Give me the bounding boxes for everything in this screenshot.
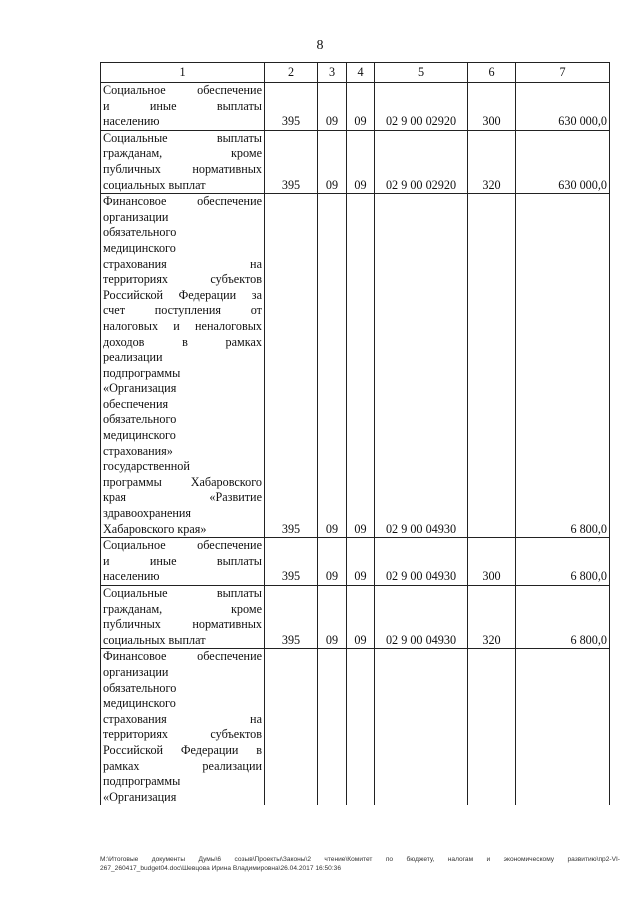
ministry-code-cell: 395 <box>265 586 318 649</box>
row-name-line: страхования на <box>103 256 262 271</box>
row-name-line: медицинского <box>103 696 176 711</box>
header-col-6: 6 <box>468 63 516 83</box>
target-article-cell: 02 9 00 02920 <box>375 130 468 193</box>
row-name-line: Хабаровского края» <box>103 521 207 536</box>
row-name-line: медицинского <box>103 428 176 443</box>
row-name-line: Социальные выплаты <box>103 130 262 145</box>
subsection-code-cell: 09 <box>347 130 375 193</box>
target-article-cell: 02 9 00 04930 <box>375 538 468 586</box>
section-code-cell: 09 <box>318 130 347 193</box>
ministry-code-cell: 395 <box>265 194 318 538</box>
table-row <box>101 586 610 649</box>
row-name-line: публичных нормативных <box>103 617 262 632</box>
expense-type-cell: 300 <box>468 83 516 131</box>
row-name-cell <box>101 194 265 538</box>
row-name-line: программы Хабаровского <box>103 474 262 489</box>
subsection-code-cell: 09 <box>347 586 375 649</box>
row-name-line: обязательного <box>103 680 177 695</box>
row-name-line: населению <box>103 569 160 584</box>
row-name-line: медицинского <box>103 240 176 255</box>
row-name-line: Финансовое обеспечение <box>103 649 262 664</box>
row-name-line: социальных выплат <box>103 632 206 647</box>
header-col-4: 4 <box>347 63 375 83</box>
expense-type-cell <box>468 194 516 538</box>
row-name-line: территориях субъектов <box>103 272 262 287</box>
header-col-1: 1 <box>101 63 265 83</box>
row-name-line: Социальное обеспечение <box>103 538 262 553</box>
amount-cell: 630 000,0 <box>516 83 610 131</box>
row-name-line: социальных выплат <box>103 177 206 192</box>
section-code-cell: 09 <box>318 194 347 538</box>
table-row <box>101 538 610 586</box>
expense-type-cell: 300 <box>468 538 516 586</box>
table-row <box>101 130 610 193</box>
page-number: 8 <box>316 38 324 53</box>
row-name-line: налоговых и неналоговых <box>103 318 262 333</box>
section-code-cell <box>318 649 347 805</box>
target-article-cell: 02 9 00 04930 <box>375 586 468 649</box>
header-col-7: 7 <box>516 63 610 83</box>
row-name-cell <box>101 130 265 193</box>
target-article-cell: 02 9 00 02920 <box>375 83 468 131</box>
row-name-line: организации <box>103 664 169 679</box>
subsection-code-cell: 09 <box>347 83 375 131</box>
row-name-line: Социальные выплаты <box>103 586 262 600</box>
table-header <box>101 63 610 83</box>
section-code-cell: 09 <box>318 586 347 649</box>
target-article-cell <box>375 649 468 805</box>
section-code-cell: 09 <box>318 538 347 586</box>
row-name-line: публичных нормативных <box>103 161 262 176</box>
row-name-cell <box>101 538 265 586</box>
subsection-code-cell: 09 <box>347 538 375 586</box>
expense-type-cell: 320 <box>468 586 516 649</box>
header-col-2: 2 <box>265 63 318 83</box>
row-name-line: населению <box>103 114 160 129</box>
section-code-cell: 09 <box>318 83 347 131</box>
row-name-cell <box>101 649 265 805</box>
table-row <box>101 194 610 538</box>
ministry-code-cell <box>265 649 318 805</box>
row-name-line: «Организация <box>103 789 177 804</box>
row-name-line: страхования на <box>103 711 262 726</box>
amount-cell: 6 800,0 <box>516 538 610 586</box>
row-name-line: гражданам, кроме <box>103 601 262 616</box>
row-name-line: подпрограммы <box>103 365 181 380</box>
amount-cell <box>516 649 610 805</box>
expense-type-cell <box>468 649 516 805</box>
table-row <box>101 83 610 131</box>
row-name-line: и иные выплаты <box>103 553 262 568</box>
amount-cell: 630 000,0 <box>516 130 610 193</box>
table-row <box>101 649 610 805</box>
row-name-line: «Организация <box>103 381 177 396</box>
row-name-line: государственной <box>103 459 190 474</box>
expense-type-cell: 320 <box>468 130 516 193</box>
row-name-line: подпрограммы <box>103 774 181 789</box>
row-name-line: страхования» <box>103 443 173 458</box>
subsection-code-cell: 09 <box>347 194 375 538</box>
amount-cell: 6 800,0 <box>516 194 610 538</box>
ministry-code-cell: 395 <box>265 538 318 586</box>
row-name-line: обеспечения <box>103 396 169 411</box>
row-name-line: Финансовое обеспечение <box>103 194 262 209</box>
row-name-line: Российской Федерации в <box>103 742 262 757</box>
row-name-line: и иные выплаты <box>103 98 262 113</box>
row-name-line: гражданам, кроме <box>103 146 262 161</box>
footer-path-line-1: M:\Итоговые документы Думы\6 созыв\Проекты\Законы\2 чтение\Комитет по бюджету, налогам и экономическому развитию\пр2-VI- <box>100 856 620 863</box>
row-name-cell <box>101 83 265 131</box>
ministry-code-cell: 395 <box>265 130 318 193</box>
row-name-cell <box>101 586 265 649</box>
row-name-line: рамках реализации <box>103 758 262 773</box>
amount-cell: 6 800,0 <box>516 586 610 649</box>
row-name-line: доходов в рамках <box>103 334 262 349</box>
row-name-line: реализации <box>103 350 163 365</box>
target-article-cell: 02 9 00 04930 <box>375 194 468 538</box>
row-name-line: обязательного <box>103 412 177 427</box>
row-name-line: территориях субъектов <box>103 727 262 742</box>
header-row <box>101 63 610 83</box>
budget-table <box>100 62 610 805</box>
ministry-code-cell: 395 <box>265 83 318 131</box>
footer-path-line-2: 267_260417_budget04.doc\Шевцова Ирина Владимировна\26.04.2017 16:50:36 <box>100 865 342 872</box>
row-name-line: Российской Федерации за <box>103 287 262 302</box>
row-name-line: организации <box>103 209 169 224</box>
row-name-line: счет поступления от <box>103 303 262 318</box>
subsection-code-cell <box>347 649 375 805</box>
row-name-line: Социальное обеспечение <box>103 83 262 97</box>
document-footer <box>100 855 620 873</box>
row-name-line: края «Развитие <box>103 490 262 505</box>
row-name-line: здравоохранения <box>103 506 192 521</box>
table-body <box>101 83 610 806</box>
header-col-3: 3 <box>318 63 347 83</box>
row-name-line: обязательного <box>103 225 177 240</box>
header-col-5: 5 <box>375 63 468 83</box>
